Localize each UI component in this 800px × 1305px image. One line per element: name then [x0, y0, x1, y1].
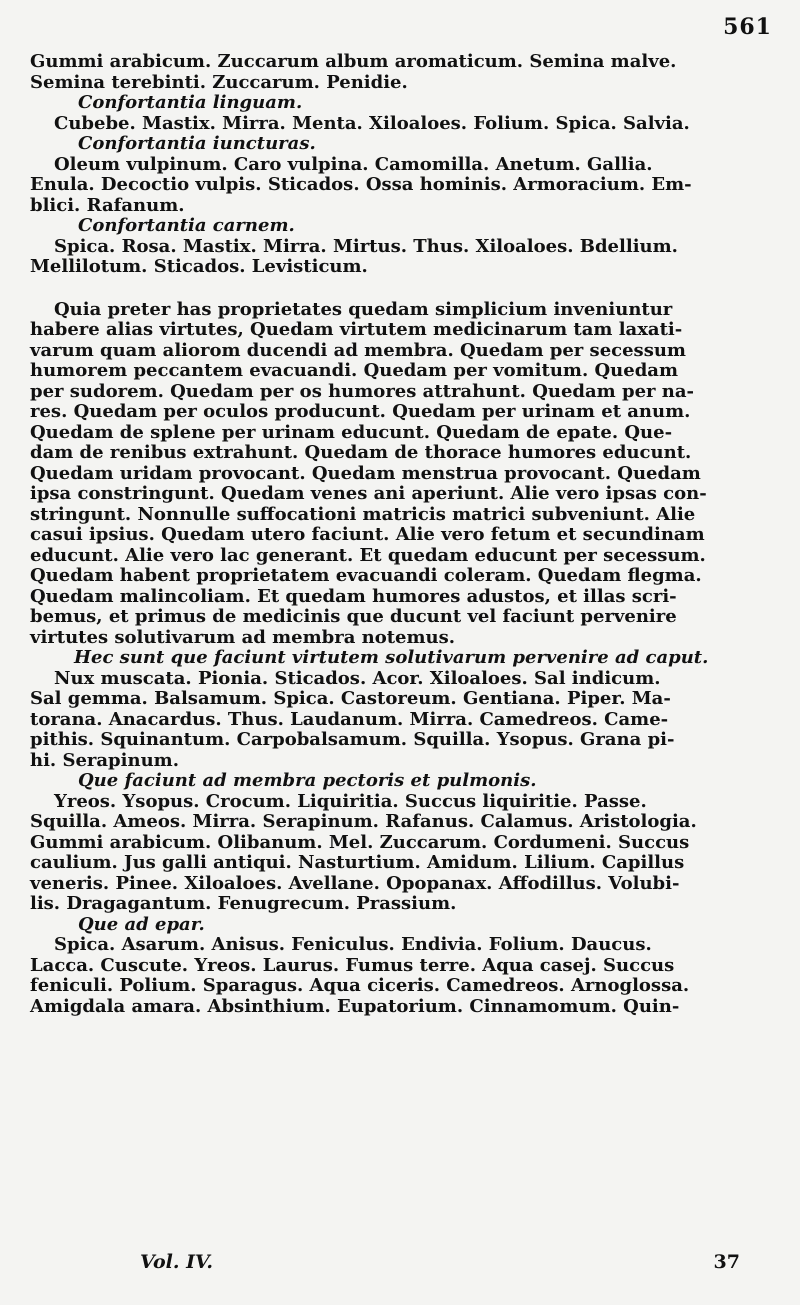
section-heading: Confortantia iuncturas.	[78, 133, 316, 154]
text-line: pithis. Squinantum. Carpobalsamum. Squilla. Ysopus. Grana pi-	[30, 729, 675, 750]
text-line: Mellilotum. Sticados. Levisticum.	[30, 256, 368, 277]
paragraph-line: dam de renibus extrahunt. Quedam de thorace humores educunt.	[30, 442, 692, 463]
paragraph-line: Quedam uridam provocant. Quedam menstrua provocant. Quedam	[30, 462, 701, 484]
paragraph-line: varum quam aliorom ducendi ad membra. Quedam per secessum	[30, 339, 686, 361]
section-heading: Que ad epar.	[78, 913, 205, 935]
section-heading: Hec sunt que faciunt virtutem solutivarum pervenire ad caput.	[74, 647, 709, 668]
text-line: hi. Serapinum.	[30, 749, 179, 771]
volume-signature: Vol. IV.	[140, 1251, 214, 1273]
paragraph-line: Quedam malincoliam. Et quedam humores adustos, et illas scri-	[30, 585, 677, 607]
text-line: Spica. Rosa. Mastix. Mirra. Mirtus. Thus. Xiloaloes. Bdellium.	[54, 235, 678, 257]
text-line: blici. Rafanum.	[30, 194, 185, 216]
paragraph-line: Quia preter has proprietates quedam simplicium inveniuntur	[54, 298, 673, 320]
text-line: Semina terebinti. Zuccarum. Penidie.	[30, 71, 408, 93]
section-heading: Confortantia linguam.	[78, 92, 303, 113]
paragraph-line: per sudorem. Quedam per os humores attrahunt. Quedam per na-	[30, 380, 694, 402]
text-line: Amigdala amara. Absinthium. Eupatorium. Cinnamomum. Quin-	[30, 995, 680, 1017]
text-line: Yreos. Ysopus. Crocum. Liquiritia. Succus liquiritie. Passe.	[54, 790, 647, 812]
text-line: Gummi arabicum. Olibanum. Mel. Zuccarum. Cordumeni. Succus	[30, 831, 690, 853]
text-line: torana. Anacardus. Thus. Laudanum. Mirra. Camedreos. Came-	[30, 708, 669, 730]
page-text	[30, 52, 770, 1017]
paragraph-line: ipsa constringunt. Quedam venes ani aperiunt. Alie vero ipsas con-	[30, 483, 707, 504]
text-line: caulium. Jus galli antiqui. Nasturtium. Amidum. Lilium. Capillus	[30, 852, 685, 873]
paragraph-line: habere alias virtutes, Quedam virtutem medicinarum tam laxati-	[30, 319, 683, 340]
page-number: 561	[723, 14, 772, 40]
section-heading: Que faciunt ad membra pectoris et pulmonis.	[78, 770, 537, 791]
text-line: Spica. Asarum. Anisus. Feniculus. Endivia. Folium. Daucus.	[54, 934, 652, 955]
text-line: Squilla. Ameos. Mirra. Serapinum. Rafanus. Calamus. Aristologia.	[30, 811, 697, 832]
text-line: Nux muscata. Pionia. Sticados. Acor. Xiloaloes. Sal indicum.	[54, 667, 661, 689]
paragraph-line: educunt. Alie vero lac generant. Et quedam educunt per secessum.	[30, 544, 706, 566]
paragraph-line: virtutes solutivarum ad membra notemus.	[30, 626, 456, 648]
page-footer	[140, 1251, 740, 1273]
paragraph-line: Quedam de splene per urinam educunt. Quedam de epate. Que-	[30, 421, 673, 443]
text-line: lis. Dragagantum. Fenugrecum. Prassium.	[30, 893, 457, 914]
text-line: Sal gemma. Balsamum. Spica. Castoreum. Gentiana. Piper. Ma-	[30, 688, 671, 709]
paragraph-line: casui ipsius. Quedam utero faciunt. Alie vero fetum et secundinam	[30, 524, 705, 545]
text-line: Gummi arabicum. Zuccarum album aromaticum. Semina malve.	[30, 51, 677, 72]
text-line: Lacca. Cuscute. Yreos. Laurus. Fumus terre. Aqua casej. Succus	[30, 954, 675, 976]
paragraph-line: res. Quedam per oculos producunt. Quedam per urinam et anum.	[30, 401, 691, 422]
signature-number: 37	[713, 1251, 740, 1273]
text-line: Cubebe. Mastix. Mirra. Menta. Xiloaloes. Folium. Spica. Salvia.	[54, 112, 690, 134]
text-line: veneris. Pinee. Xiloaloes. Avellane. Opopanax. Affodillus. Volubi-	[30, 872, 680, 894]
paragraph-line: bemus, et primus de medicinis que ducunt vel faciunt pervenire	[30, 606, 677, 627]
paragraph-line: humorem peccantem evacuandi. Quedam per vomitum. Quedam	[30, 360, 678, 381]
section-heading: Confortantia carnem.	[78, 215, 295, 236]
text-line: feniculi. Polium. Sparagus. Aqua ciceris. Camedreos. Arnoglossa.	[30, 975, 690, 996]
text-line: Oleum vulpinum. Caro vulpina. Camomilla. Anetum. Gallia.	[54, 153, 653, 175]
paragraph-line: stringunt. Nonnulle suffocationi matricis matrici subveniunt. Alie	[30, 503, 696, 525]
paragraph-line: Quedam habent proprietatem evacuandi coleram. Quedam flegma.	[30, 565, 702, 586]
text-line: Enula. Decoctio vulpis. Sticados. Ossa hominis. Armoracium. Em-	[30, 174, 692, 195]
